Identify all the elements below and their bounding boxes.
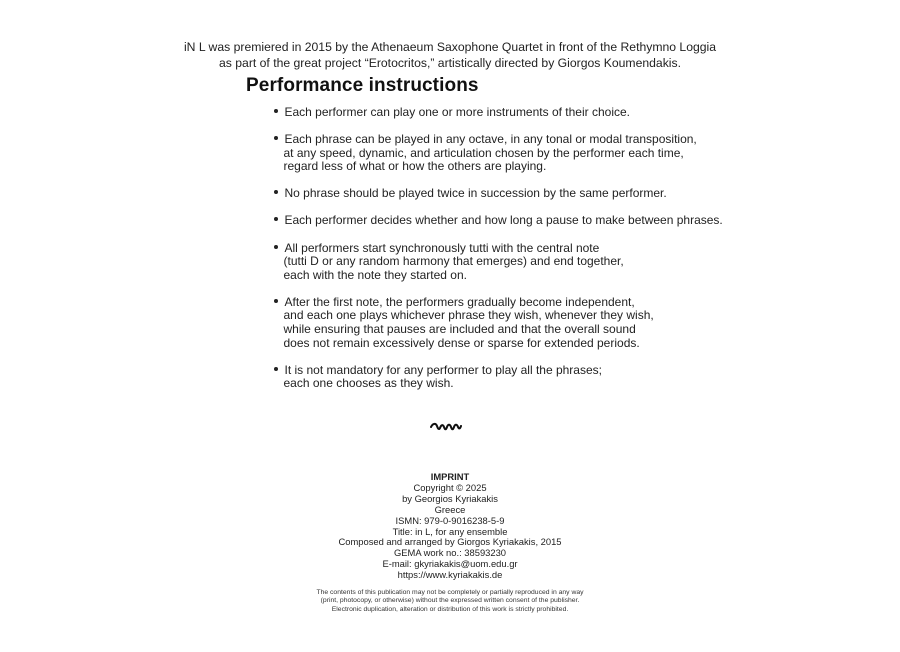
instruction-line: No phrase should be played twice in succession by the same performer. <box>284 186 667 201</box>
bullet-icon <box>274 367 278 371</box>
bullet-icon <box>274 217 278 221</box>
instruction-line: (tutti D or any random harmony that emerges) and end together, <box>283 254 624 269</box>
instruction-line: while ensuring that pauses are included and that the overall sound <box>283 322 636 337</box>
imprint-line: Copyright © 2025 <box>413 481 487 493</box>
instruction-item <box>272 296 722 350</box>
instruction-line: does not remain excessively dense or sparse for extended periods. <box>283 335 640 350</box>
instruction-item <box>272 106 722 120</box>
instruction-line: All performers start synchronously tutti with the central note <box>284 240 600 255</box>
instruction-line: each with the note they started on. <box>283 267 467 282</box>
instruction-item <box>272 364 722 391</box>
instruction-item <box>272 214 722 228</box>
bullet-icon <box>274 136 278 140</box>
legal-notice <box>0 589 900 614</box>
bullet-icon <box>274 109 278 113</box>
instruction-line: each one chooses as they wish. <box>283 376 454 391</box>
instruction-line: Each performer can play one or more instruments of their choice. <box>284 105 630 119</box>
imprint-email: E-mail: gkyriakakis@uom.edu.gr <box>382 558 518 570</box>
imprint-line: by Georgios Kyriakakis <box>402 492 498 504</box>
legal-line: The contents of this publication may not be completely or partially reproduced in any way <box>316 589 584 596</box>
imprint-block <box>0 472 900 581</box>
imprint-line: Composed and arranged by Giorgos Kyriakakis, 2015 <box>338 536 562 548</box>
intro-line: iN L was premiered in 2015 by the Athenaeum Saxophone Quartet in front of the Rethymno Loggia <box>183 40 717 54</box>
instruction-item <box>272 242 722 283</box>
instruction-item <box>272 133 722 174</box>
instruction-line: at any speed, dynamic, and articulation chosen by the performer each time, <box>283 145 684 160</box>
instruction-line: and each one plays whichever phrase they wish, whenever they wish, <box>283 308 654 323</box>
instruction-item <box>272 187 722 201</box>
instruction-line: Each phrase can be played in any octave, in any tonal or modal transposition, <box>284 132 697 147</box>
instruction-line: It is not mandatory for any performer to play all the phrases; <box>284 362 602 377</box>
instructions-list <box>272 106 722 404</box>
section-heading: Performance instructions <box>246 75 479 96</box>
intro-line: as part of the great project “Erotocritos,” artistically directed by Giorgos Koumendakis. <box>219 55 681 70</box>
legal-line: (print, photocopy, or otherwise) without the expressed written consent of the publisher. <box>320 597 580 605</box>
imprint-line: Title: in L, for any ensemble <box>392 525 508 537</box>
instruction-line: Each performer decides whether and how long a pause to make between phrases. <box>284 213 723 228</box>
instruction-line: regard less of what or how the others are playing. <box>283 159 547 174</box>
ornament-flourish-icon <box>430 420 462 434</box>
instruction-line: After the first note, the performers gradually become independent, <box>284 294 635 309</box>
imprint-title: IMPRINT <box>430 471 470 482</box>
legal-line: Electronic duplication, alteration or distribution of this work is strictly prohibited. <box>331 605 569 613</box>
imprint-website: https://www.kyriakakis.de <box>397 569 503 581</box>
imprint-line: ISMN: 979-0-9016238-5-9 <box>395 514 505 526</box>
bullet-icon <box>274 245 278 249</box>
bullet-icon <box>274 299 278 303</box>
intro-paragraph <box>0 40 900 71</box>
bullet-icon <box>274 190 278 194</box>
imprint-line: Greece <box>434 503 466 515</box>
imprint-line: GEMA work no.: 38593230 <box>393 547 507 559</box>
